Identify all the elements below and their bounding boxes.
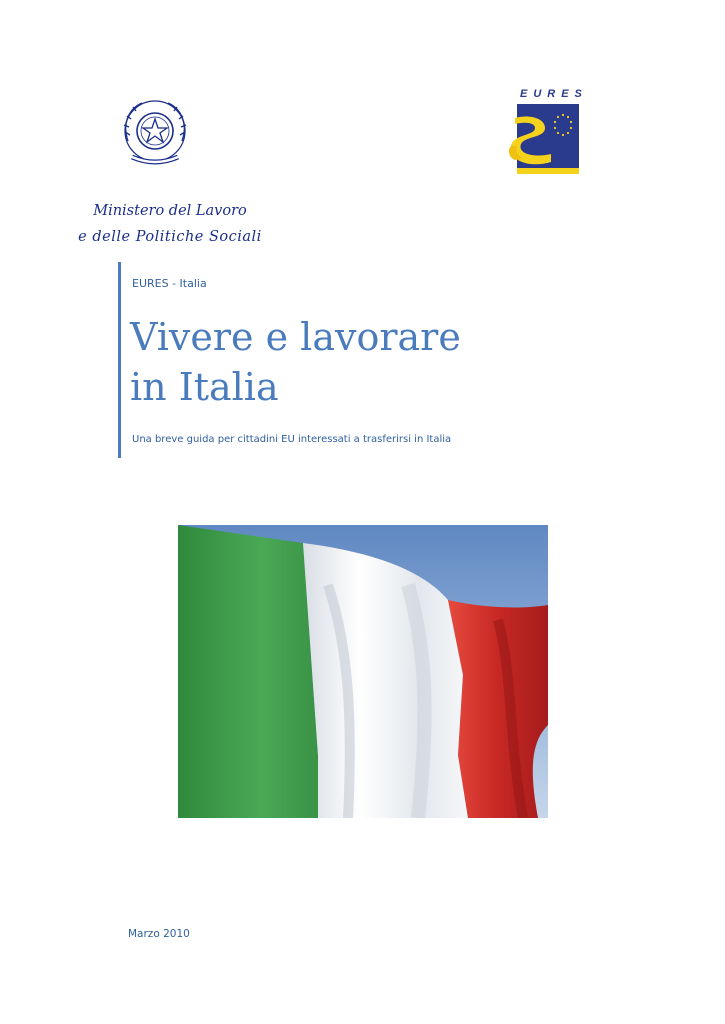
cover-subtitle: Una breve guida per cittadini EU interessati a trasferirsi in Italia — [132, 434, 452, 445]
ministry-line-1: Ministero del Lavoro — [93, 203, 247, 219]
italian-flag-image — [178, 525, 548, 818]
cover-kicker: EURES - Italia — [132, 277, 207, 290]
ministry-line-2: e delle Politiche Sociali — [78, 229, 262, 245]
eures-logo-icon — [505, 88, 585, 180]
eures-wordmark: EURES — [520, 88, 588, 100]
cover-title-line-1: Vivere e lavorare — [130, 315, 461, 359]
cover-title-block — [118, 262, 598, 458]
cover-title-line-2: in Italia — [130, 365, 279, 409]
cover-title — [130, 312, 590, 412]
italian-republic-emblem-icon — [118, 95, 192, 177]
publication-date: Marzo 2010 — [128, 928, 190, 940]
ministry-name — [55, 198, 285, 250]
